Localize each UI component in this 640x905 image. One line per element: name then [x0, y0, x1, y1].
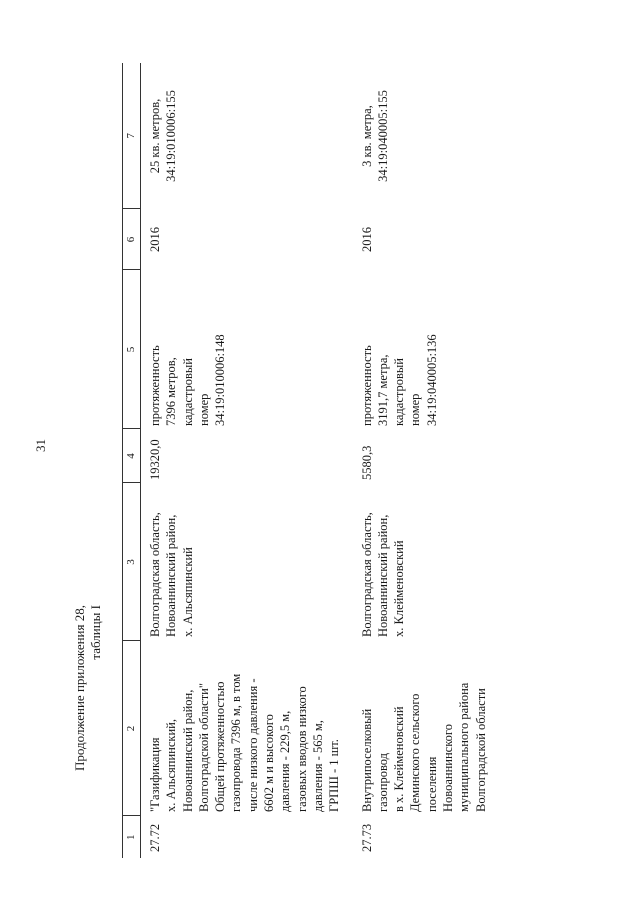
address-line: х. Клейменовский: [392, 540, 407, 637]
object-value: 19320,0: [148, 439, 162, 480]
address-line: Новоаннинский район,: [375, 514, 390, 637]
object-year: 2016: [359, 227, 374, 252]
object-name-line: в х. Клейменовский: [392, 706, 407, 812]
characteristics-line: номер: [196, 393, 211, 426]
object-name-line: Волгоградской области: [473, 688, 488, 812]
object-address: [353, 483, 499, 641]
object-name: [353, 641, 499, 816]
address-line: х. Альсяпинский: [180, 547, 195, 637]
object-name-line: Новоаннинский район,: [180, 689, 195, 812]
object-name-line: давления - 229,5 м,: [278, 710, 293, 812]
object-characteristics: [353, 270, 499, 429]
column-header: 5: [123, 270, 141, 429]
object-value: 5580,3: [359, 445, 374, 480]
land-plot-line: 34:19:010006:155: [164, 90, 179, 182]
land-plot-line: 3 кв. метра,: [359, 105, 374, 167]
characteristics-line: 7396 метров,: [164, 357, 179, 426]
object-name-line: поселения: [424, 756, 439, 812]
object-name-line: газовых вводов низкого: [294, 686, 309, 812]
column-header: 7: [123, 63, 141, 209]
object-characteristics: [141, 270, 353, 429]
characteristics-line: кадастровый: [392, 358, 407, 426]
address-line: Новоаннинский район,: [164, 514, 179, 637]
object-year: 2016: [148, 227, 162, 252]
column-number-row: [123, 63, 141, 858]
object-name-line: газопровода 7396 м, в том: [229, 673, 244, 812]
table-row: [353, 63, 499, 858]
object-name-line: х. Альсяпинский,: [164, 719, 179, 812]
characteristics-line: кадастровый: [180, 358, 195, 426]
page-number: 31: [33, 439, 48, 452]
property-table: [122, 63, 499, 858]
continuation-line-2: таблицы I: [88, 605, 103, 660]
column-header: 6: [123, 209, 141, 270]
object-name-line: "Газификация: [148, 737, 162, 812]
characteristics-line: протяженность: [359, 345, 374, 426]
continuation-note: [72, 605, 104, 845]
address-line: Волгоградская область,: [359, 512, 374, 637]
column-header: 2: [123, 641, 141, 816]
table-row: [141, 63, 353, 858]
object-name-line: газопровод: [375, 752, 390, 812]
object-name-line: ГРПШ - 1 шт.: [327, 739, 342, 812]
characteristics-line: 3191,7 метра,: [375, 354, 390, 426]
land-plot-line: 34:19:040005:155: [375, 90, 390, 182]
object-name-line: Общей протяженностью: [213, 681, 228, 812]
column-header: 1: [123, 816, 141, 858]
row-number: 27.73: [359, 823, 374, 852]
land-plot: [141, 63, 353, 209]
column-header: 4: [123, 429, 141, 483]
row-number: 27.72: [148, 823, 162, 852]
property-table-wrapper: [122, 63, 532, 858]
object-name-line: муниципального района: [457, 682, 472, 812]
characteristics-line: 34:19:040005:136: [424, 334, 439, 426]
object-name-line: Новоаннинского: [441, 724, 456, 812]
land-plot: [353, 63, 499, 209]
object-name-line: Волгоградской области": [196, 683, 211, 812]
characteristics-line: номер: [408, 393, 423, 426]
continuation-line-1: Продолжение приложения 28,: [72, 605, 87, 772]
land-plot-line: 25 кв. метров,: [148, 98, 162, 174]
object-name-line: 6602 м и высокого: [262, 714, 277, 812]
characteristics-line: протяженность: [148, 345, 162, 426]
object-name-line: Деминского сельского: [408, 693, 423, 812]
address-line: Волгоградская область,: [148, 512, 162, 637]
object-name: [141, 641, 353, 816]
object-name-line: числе низкого давления -: [245, 678, 260, 812]
object-name-line: Внутрипоселковый: [359, 708, 374, 812]
characteristics-line: 34:19:010006:148: [213, 334, 228, 426]
column-header: 3: [123, 483, 141, 641]
object-address: [141, 483, 353, 641]
object-name-line: давления - 565 м,: [310, 720, 325, 812]
